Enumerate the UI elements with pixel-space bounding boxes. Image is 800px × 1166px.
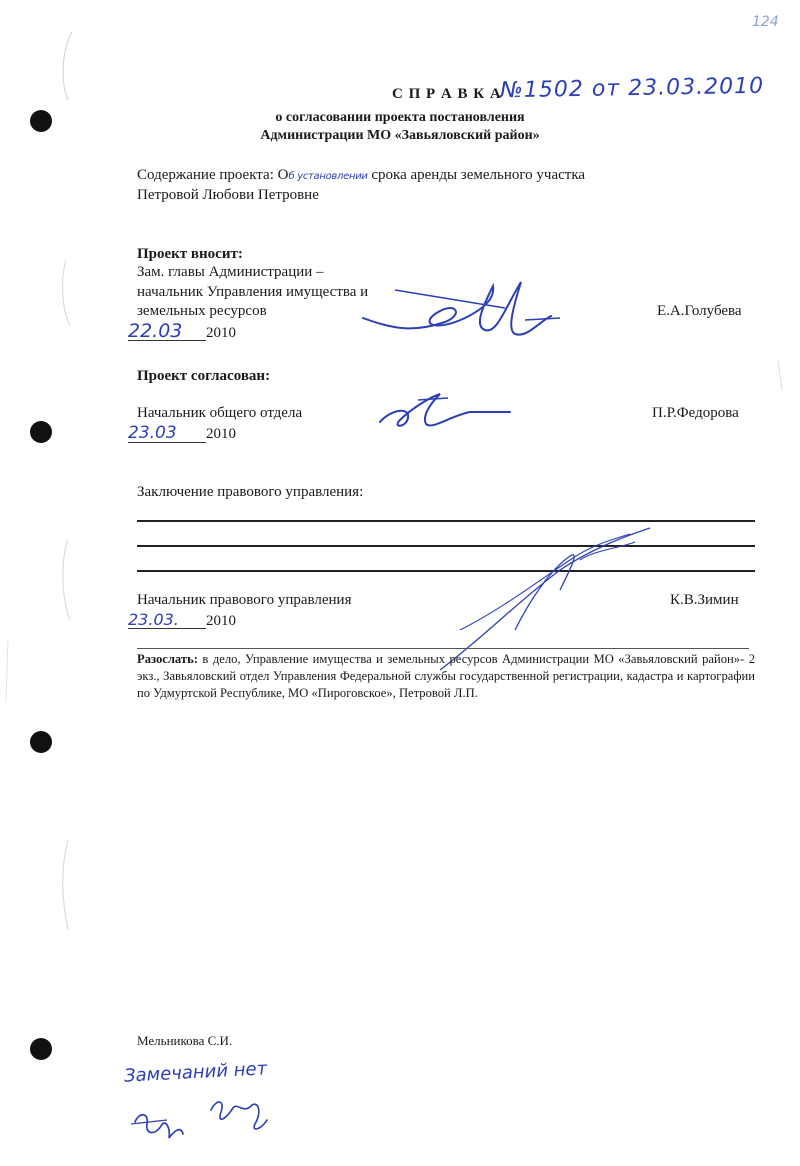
content-line-2: Петровой Любови Петровне xyxy=(137,187,319,203)
approval-name: П.Р.Федорова xyxy=(652,405,739,421)
submitter-name: Е.А.Голубева xyxy=(657,303,742,319)
document-subtitle: о согласовании проекта постановления xyxy=(275,110,525,125)
submitter-heading: Проект вносит: xyxy=(137,246,243,262)
submitter-position-3: земельных ресурсов xyxy=(137,303,267,319)
legal-year: 2010 xyxy=(206,613,236,629)
signature-golubeva xyxy=(355,268,565,343)
document-title: С П Р А В К А xyxy=(392,86,502,102)
page-number-mark: 124 xyxy=(752,14,779,30)
legal-position: Начальник правового управления xyxy=(137,592,352,608)
legal-date-handwritten: 23.03. xyxy=(128,611,206,629)
handwritten-note: Замечаний нет xyxy=(123,1058,268,1087)
legal-date xyxy=(128,611,236,630)
approval-date xyxy=(128,425,236,443)
submitter-date-handwritten: 22.03 xyxy=(128,323,206,341)
document-subtitle-2: Администрации МО «Завьяловский район» xyxy=(260,128,540,143)
signature-fedorova xyxy=(370,386,520,436)
submitter-year: 2010 xyxy=(206,325,236,341)
submitter-position-1: Зам. главы Администрации – xyxy=(137,264,324,280)
distribution-block xyxy=(137,651,755,702)
document-author: Мельникова С.И. xyxy=(137,1033,233,1048)
content-label: Содержание проекта: О xyxy=(137,167,289,183)
approval-date-handwritten: 23.03 xyxy=(128,425,206,443)
distribution-text: в дело, Управление имущества и земельных ресурсов Администрации МО «Завьяловский район»- 2 экз., Завьяловский отдел Управления Федеральной службы государственной регистрации, кадастра и картографии по Удмуртской Республике, МО «Пироговское», Петровой Л.П. xyxy=(137,652,755,700)
submitter-date xyxy=(128,320,236,342)
legal-heading: Заключение правового управления: xyxy=(137,484,364,500)
footer-signatures xyxy=(125,1090,275,1150)
content-line xyxy=(137,167,585,184)
approval-year: 2010 xyxy=(206,426,236,442)
approval-position: Начальник общего отдела xyxy=(137,405,303,421)
distribution-label: Разослать: xyxy=(137,652,198,666)
legal-name: К.В.Зимин xyxy=(670,592,739,608)
content-text: срока аренды земельного участка xyxy=(367,167,586,183)
handwritten-insert: б установлении xyxy=(288,171,368,182)
distribution-divider xyxy=(137,648,749,649)
submitter-position-2: начальник Управления имущества и xyxy=(137,284,369,300)
approval-heading: Проект согласован: xyxy=(137,368,271,384)
handwritten-registration-number: №1502 от 23.03.2010 xyxy=(499,73,765,104)
